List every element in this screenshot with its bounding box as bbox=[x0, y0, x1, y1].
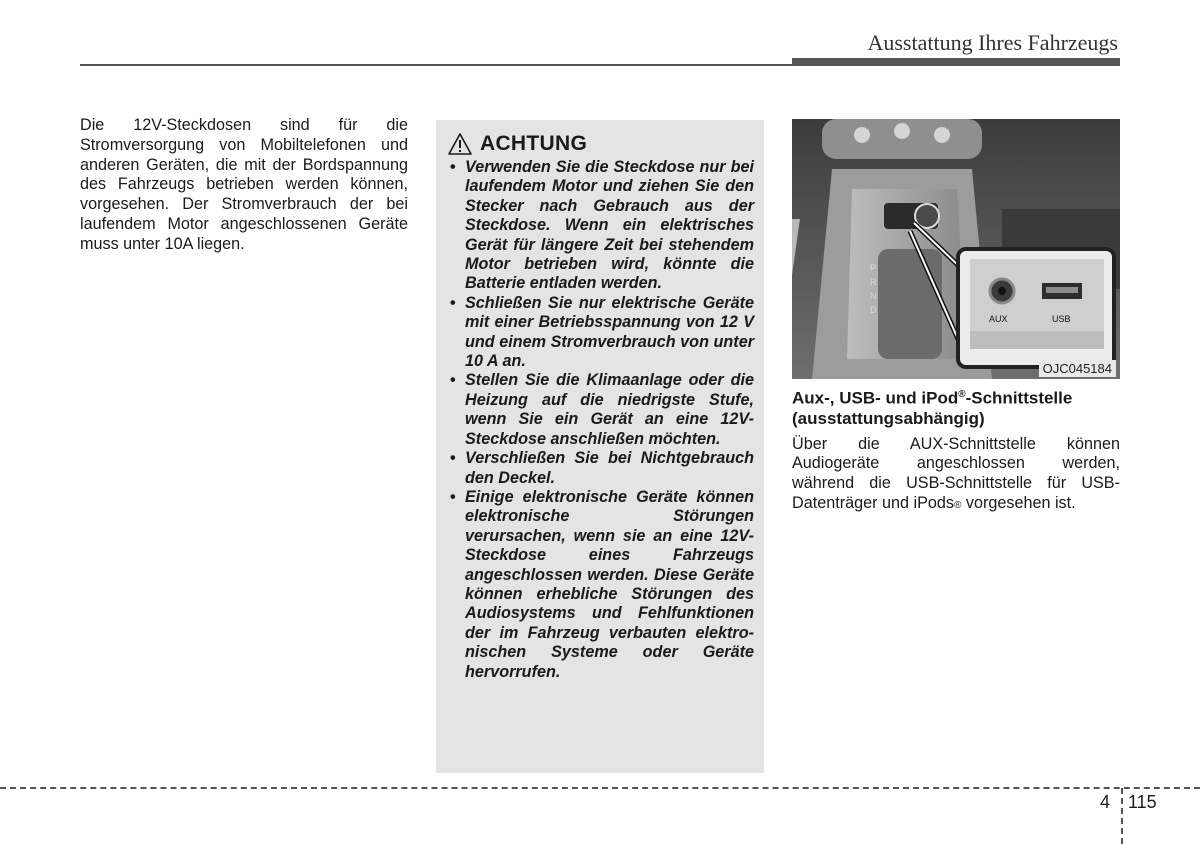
page-number: 115 bbox=[1128, 792, 1157, 812]
section-heading: Aux-, USB- und iPod®-Schnittstelle (ausstattungsabhängig) bbox=[792, 388, 1073, 429]
caution-item: • Verwenden Sie die Steckdose nur bei laufendem Motor und ziehen Sie den Stecker nach Gebrauch aus der Steckdose. Wenn ein elektrisches Gerät für längere Zeit bei stehendem Motor betrieben wird, könnte die Batterie entladen werden. bbox=[448, 158, 754, 294]
footer-divider bbox=[1121, 788, 1123, 844]
caution-item: • Einige elektronische Geräte können elektronische Störungen verursachen, wenn sie an eine 12V-Steckdose eines Fahrzeugs angeschlossen werden. Diese Geräte können erhebliche Störungen des Audiosystems und Fehlfunktionen der im Fahrzeug verbauten elektronischen Systeme oder Geräte hervorrufen. bbox=[448, 488, 754, 682]
chapter-number: 4 bbox=[1100, 792, 1111, 812]
svg-text:N: N bbox=[870, 291, 877, 301]
running-head: Ausstattung Ihres Fahrzeugs bbox=[867, 30, 1118, 55]
intro-paragraph: Die 12V-Steckdosen sind für die Stromversorgung von Mobiltelefonen und anderen Geräten, die mit der Bordspannung des Fahrzeugs betrieben werden können, vorgesehen. Der Stromverbrauch der bei laufendem Motor angeschlossenen Geräte muss unter 10A liegen. bbox=[80, 116, 408, 253]
aux-label: AUX bbox=[989, 314, 1008, 324]
caution-box bbox=[436, 120, 764, 773]
console-illustration bbox=[792, 119, 1120, 379]
svg-text:P: P bbox=[870, 263, 877, 273]
header-rule bbox=[80, 64, 792, 66]
caution-item: • Verschließen Sie bei Nichtgebrauch den Deckel. bbox=[448, 449, 754, 488]
caution-item: • Schließen Sie nur elektrische Geräte mit einer Betriebsspannung von 12 V und einem Stromverbrauch von unter 10 A an. bbox=[448, 294, 754, 372]
svg-text:R: R bbox=[870, 277, 877, 287]
section-body: Über die AUX-Schnittstelle können Audiogeräte angeschlossen werden, während die USB-Schnittstelle für USB-Datenträger und iPods® vorgesehen ist. bbox=[792, 434, 1120, 513]
caution-title bbox=[448, 132, 754, 156]
caution-list bbox=[448, 158, 754, 682]
warning-triangle-icon bbox=[448, 133, 472, 155]
aux-usb-section bbox=[792, 385, 1120, 516]
header-bar bbox=[792, 58, 1120, 66]
caution-item: • Stellen Sie die Klimaanlage oder die Heizung auf die niedrigste Stufe, wenn Sie ein Gerät an eine 12V-Steckdose anschließen möchten. bbox=[448, 371, 754, 449]
console-photo bbox=[792, 119, 1120, 379]
caution-heading: ACHTUNG bbox=[480, 132, 588, 155]
figure-code: OJC045184 bbox=[1039, 360, 1116, 377]
footer-rule bbox=[0, 787, 1200, 789]
usb-label: USB bbox=[1052, 314, 1071, 324]
svg-text:D: D bbox=[870, 305, 877, 315]
